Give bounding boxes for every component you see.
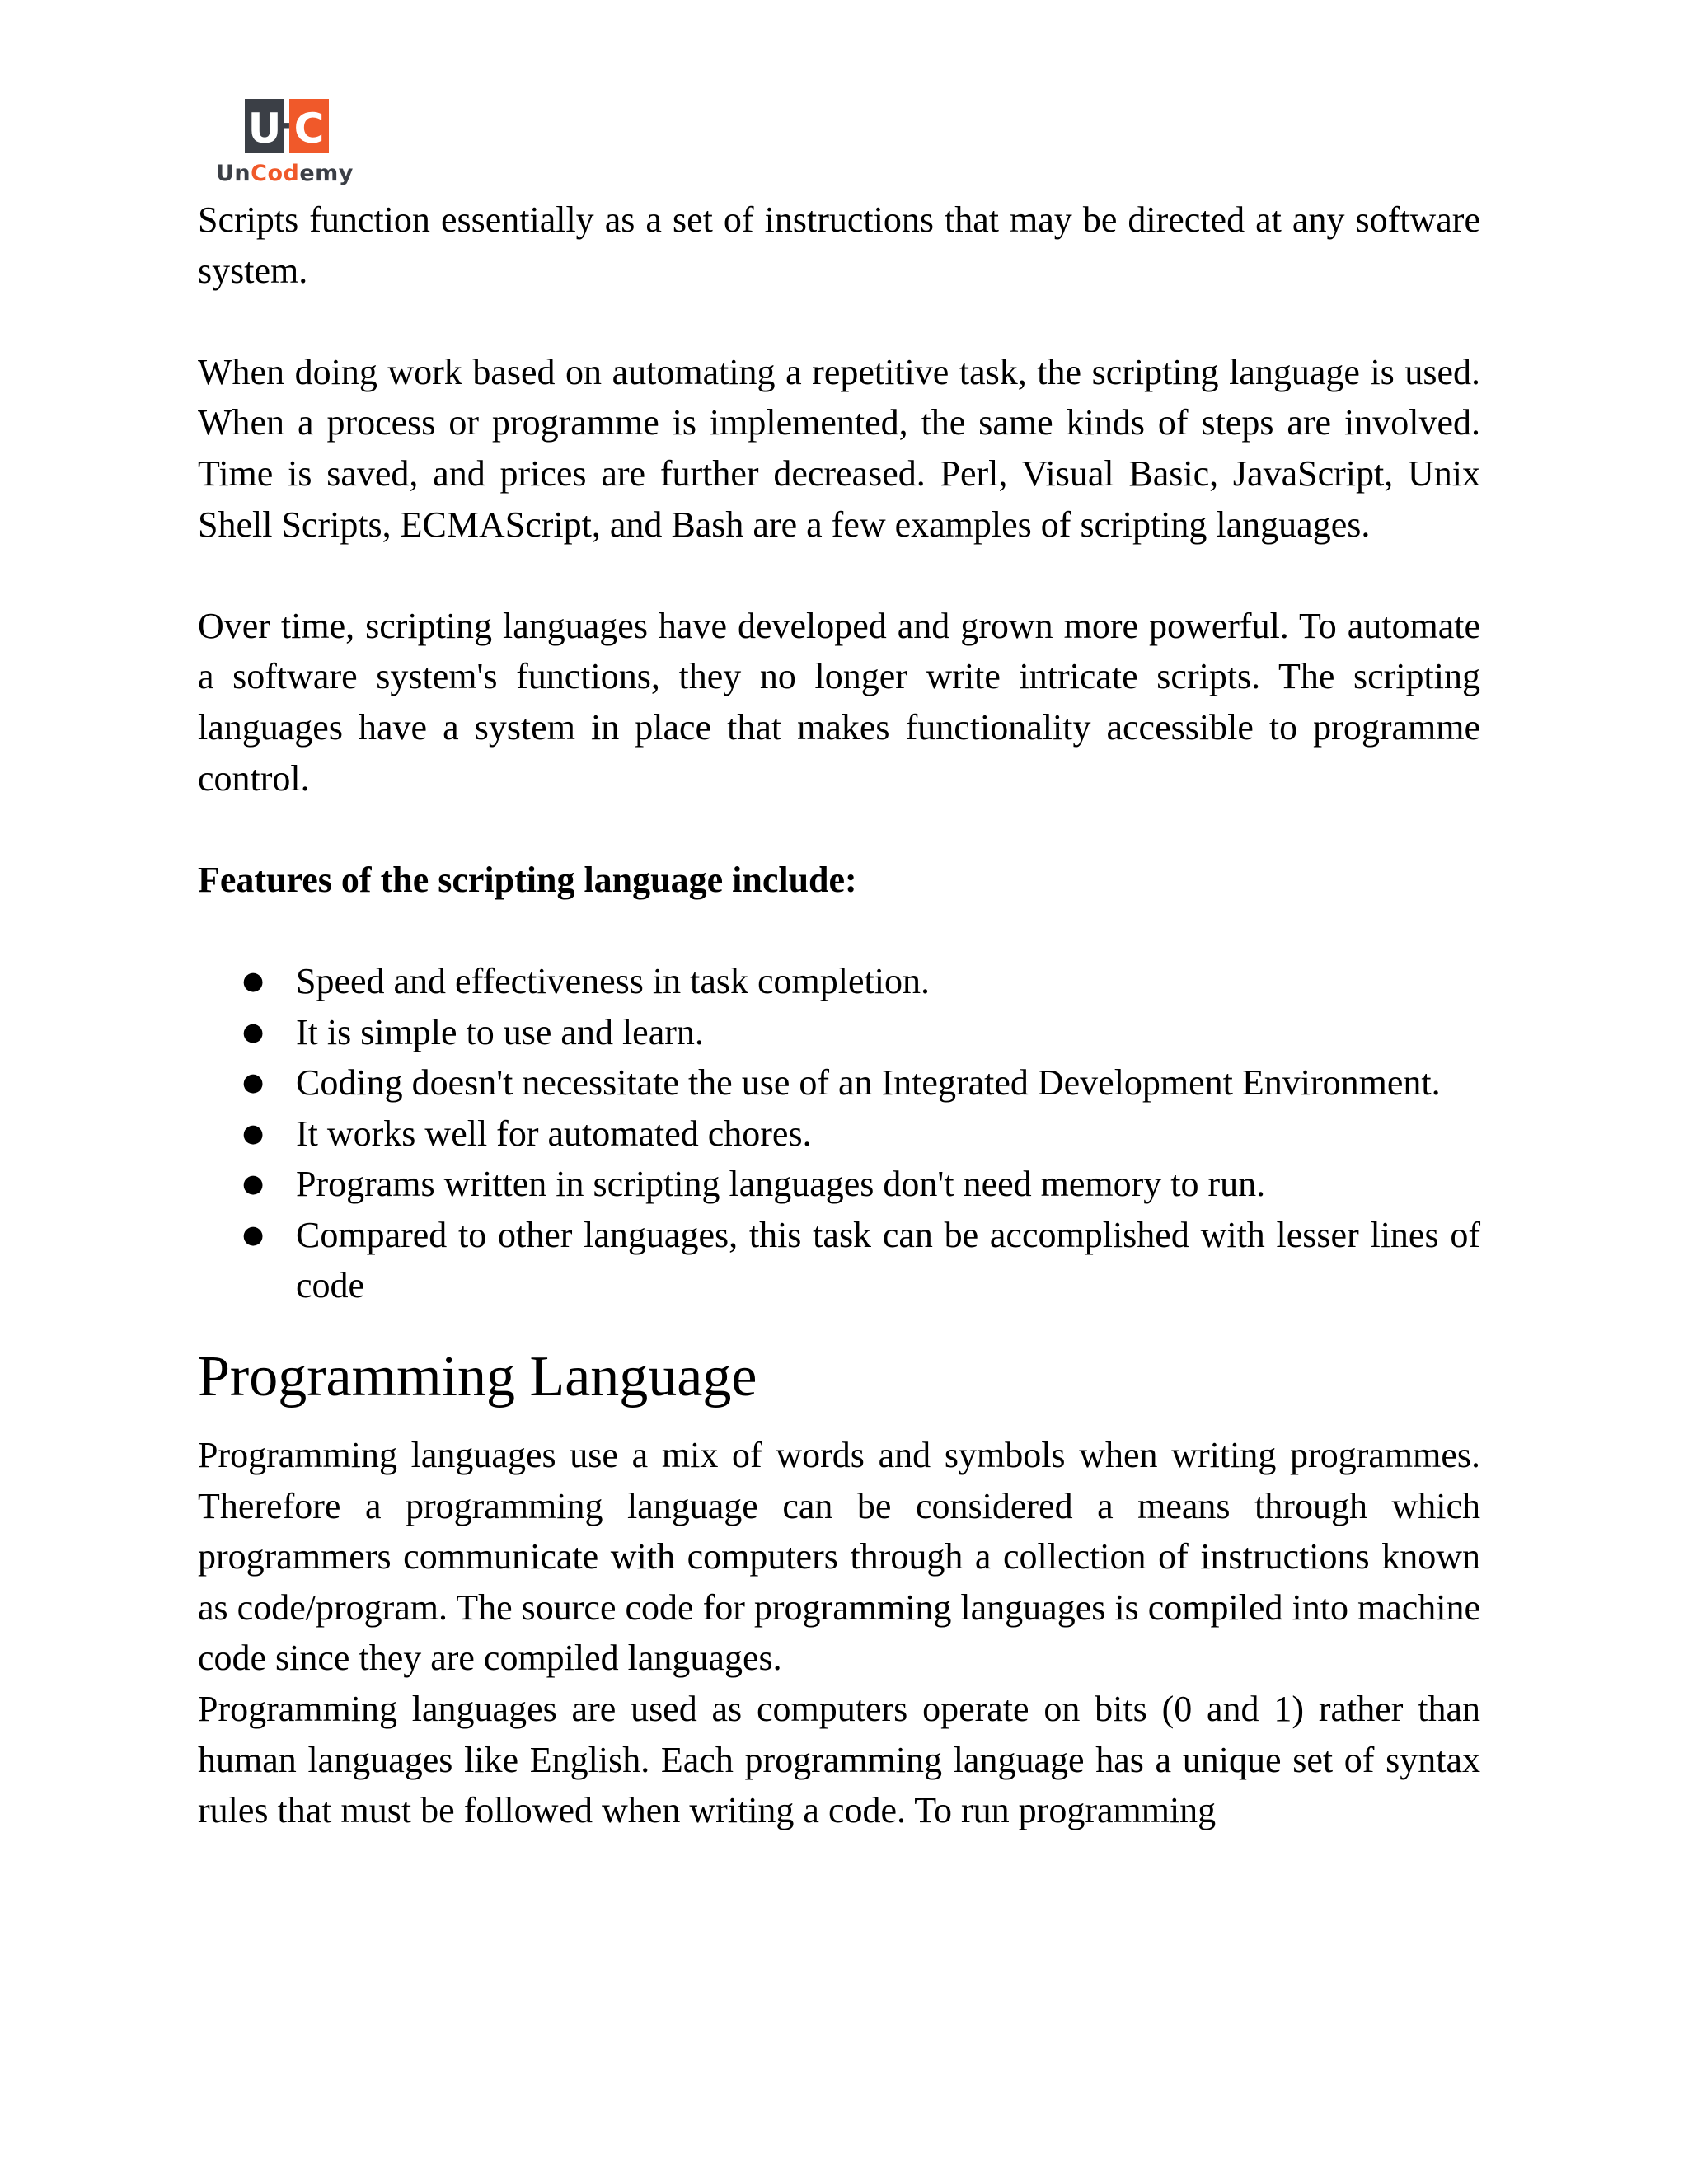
bullet-icon: ● xyxy=(242,966,265,996)
feature-text: Coding doesn't necessitate the use of an Integrated Development Environment. xyxy=(296,1062,1441,1104)
logo-mark-dot: · xyxy=(281,110,293,143)
bullet-icon: ● xyxy=(242,1169,265,1199)
features-list-item xyxy=(242,1007,1480,1058)
intro-paragraph-1: Scripts function essentially as a set of instructions that may be directed at any software system. xyxy=(198,199,1480,291)
uncodemy-logo xyxy=(216,97,356,190)
feature-text: Compared to other languages, this task can be accomplished with lesser lines of code xyxy=(296,1214,1480,1306)
features-list-item xyxy=(242,956,1480,1007)
wordmark-emy: emy xyxy=(299,161,354,186)
intro-paragraph-3: Over time, scripting languages have developed and grown more powerful. To automate a software system's functions, they no longer write intricate scripts. The scripting languages have a system in place that makes functionality accessible to programme control. xyxy=(198,605,1480,799)
feature-text: Programs written in scripting languages don't need memory to run. xyxy=(296,1164,1266,1205)
bullet-icon: ● xyxy=(242,1068,265,1098)
feature-text: It is simple to use and learn. xyxy=(296,1011,704,1052)
paragraph-spacer xyxy=(198,804,1480,855)
feature-text: Speed and effectiveness in task completion. xyxy=(296,960,930,1001)
features-list-item xyxy=(242,1159,1480,1210)
intro-paragraph-2: When doing work based on automating a repetitive task, the scripting language is used. When a process or programme is implemented, the same kinds of steps are involved. Time is saved, and prices are further decreased. Perl, Visual Basic, JavaScript, Unix Shell Scripts, ECMAScript, and Bash are a few examples of scripting languages. xyxy=(198,351,1480,545)
wordmark-cod: Cod xyxy=(251,161,300,186)
uncodemy-logo-mark xyxy=(245,99,329,153)
programming-paragraph-2: Programming languages are used as computers operate on bits (0 and 1) rather than human languages like English. Each programming language has a unique set of syntax rules that must be followed when writing a code. To run programming xyxy=(198,1689,1480,1831)
features-heading: Features of the scripting language include: xyxy=(198,859,857,900)
section-heading-programming-language: Programming Language xyxy=(198,1345,757,1409)
feature-text: It works well for automated chores. xyxy=(296,1113,812,1154)
programming-paragraph-1: Programming languages use a mix of words and symbols when writing programmes. Therefore a programming language can be considered a means through which programmers communicate with computers through a collection of instructions known as code/program. The source code for programming languages is compiled into machine code since they are compiled languages. xyxy=(198,1435,1480,1679)
features-list-item xyxy=(242,1108,1480,1160)
features-list-item xyxy=(242,1057,1480,1108)
logo-mark-right-letter: C xyxy=(293,105,325,152)
bullet-icon: ● xyxy=(242,1118,265,1148)
bullet-icon: ● xyxy=(242,1017,265,1047)
paragraph-spacer xyxy=(198,550,1480,601)
paragraph-spacer xyxy=(198,296,1480,347)
logo-mark-left-letter: U xyxy=(247,105,282,152)
document-body xyxy=(198,194,1480,1836)
uncodemy-wordmark xyxy=(216,160,360,188)
features-list-item xyxy=(242,1210,1480,1311)
bullet-icon: ● xyxy=(242,1220,265,1249)
paragraph-spacer xyxy=(198,905,1480,956)
wordmark-un: Un xyxy=(216,161,251,186)
features-list xyxy=(198,956,1480,1311)
